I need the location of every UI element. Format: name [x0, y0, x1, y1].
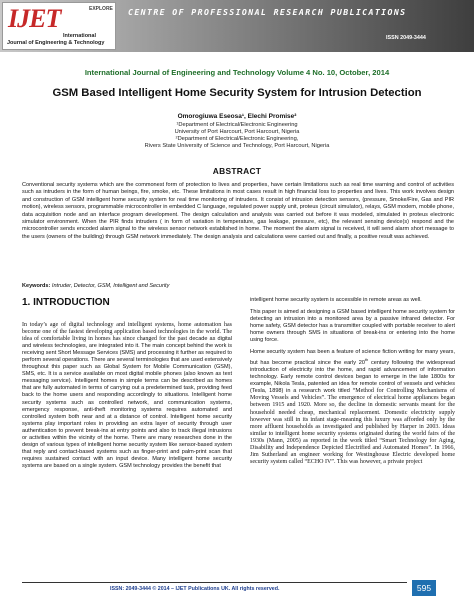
- abstract-heading: ABSTRACT: [212, 166, 262, 176]
- logo-subtitle-international: International: [63, 33, 97, 39]
- affiliation-line: Rivers State University of Science and Technology, Port Harcourt, Nigeria: [144, 143, 330, 149]
- journal-logo: [2, 2, 116, 50]
- right-column: [250, 297, 455, 471]
- journal-banner: [0, 0, 474, 52]
- right-paragraph: This paper is aimed at designing a GSM based intelligent home security system for detecting an intrusion into a monitored area by a passive infrared detector. For home safety, GSM detector has a transmitter coupled with portable receiver to alert home owners through SMS in situations of break-ins or entering into the home using force.: [250, 309, 455, 344]
- affiliation-line: ²Department of Electrical/Electronic Engineering,: [175, 136, 299, 142]
- history-paragraph-cont: century following the widespread introduction of electricity into the home, and rapid advancement of information technology. Early remote control devices began to emerge in the late 1800s for example, Nikola Tesla, patented an idea for remote control of vessels and vehicles (Tesla, 1898) in a research work titled: [250, 360, 455, 395]
- page-number: 595: [412, 580, 436, 596]
- intro-paragraph: decade as digital and wireless technologies, are integrated into it. The main concept behind the work is receiving sent Short Message Services (SMS) and processing it further as required to perform several operations. There are several terminologies that are used extensively throughout this paper such as Global System for Mobile Communication (GSM), SMS, etc. It is a service available on most digital mobile phones (also known as text messaging service). Intelligent homes in simple terms can be described as homes that are fully automated in terms of carrying out a predetermined task, providing feed back to the home users and responding accordingly to situations. Intelligent home security systems such as controlled network, and communication systems, emergency response, anti-theft monitoring systems requires automated and controlled system both near and at a distance of control. Intelligent home security systems play important roles in providing an extra layer of security through user authentication to prevent break-ins at entry points and also to track illegal intrusions or activities within the vicinity of the home. There are many researches done in the design of various types of intelligent home security system like sensor-based system that reply and contact-based systems such as finger-print and palm-print scan that requires sustained contact with an input device. Many intelligent home security systems are based on a single system. GSM technology provides the benefit that: [22, 336, 232, 469]
- superscript-th: th: [364, 357, 369, 363]
- affiliation-line: University of Port Harcourt, Port Harcourt, Nigeria: [174, 129, 300, 135]
- keywords: [22, 283, 454, 289]
- paper-authors: Omorogiuwa Eseosa¹, Elechi Promise²: [177, 113, 297, 120]
- logo-explore: EXPLORE: [89, 6, 113, 12]
- history-paragraph: Home security system has been a feature of science fiction writing for many years, but has become practical since the early 20: [250, 349, 455, 367]
- footer-divider: [22, 582, 407, 583]
- abstract-body: Conventional security systems which are the commonest form of protection to lives and properties, have certain limitations such as real time warning and control of activities such as intruders in the form of human beings, fire, smoke, etc. These limitations in most cases result in high financial loss to properties and lives. This work involves design and construction of GSM intelligent home security system for real time monitoring of intruders. It consist of intrusion detection sensors, (pressure, Smoke/Fire, Gas and PIR motion), wireless sensors, programmable microcontroller in embedded C language, regulated power supply unit, proteus (circuit simulator), relays, GSM modem, mobile phone, data acquisition node and an interface program development. The design calculation and analysis was carried out before it was modeled, simulated in proteus electronic simulator environment. When the PIR finds intruders ( in form of variation in temperature, gas leakage, pressure, etc), the relevant sensing device(s) respond and the microcontroller sends encoded alarm signal to the wireless sensor network established in home. The moment the alarm signal is received, it will send alarm short message to the users (owners of the building) through GSM network immediately. The design analysis and calculations were carried out and finally, a positive result was achieved.: [22, 182, 454, 240]
- left-column: [22, 322, 232, 475]
- affiliation-line: ¹Department of Electrical/Electronic Engineering: [176, 122, 298, 128]
- keywords-label: Keywords:: [22, 283, 51, 289]
- publisher-name: CENTRE OF PROFESSIONAL RESEARCH PUBLICATIONS: [128, 7, 407, 17]
- logo-subtitle-journal: Journal of Engineering & Technology: [7, 40, 105, 46]
- right-paragraph: intelligent home security system is accessible in remote areas as well.: [250, 297, 422, 303]
- footer-copyright: ISSN: 2049-3444 © 2014 – IJET Publications UK. All rights reserved.: [110, 586, 280, 592]
- intro-paragraph-serif: In today’s age of digital technology and intelligent systems, home automation has become one of the fastest developing application based technologies in the world. The idea of comfortable living in homes has since changed for the past: [22, 322, 232, 343]
- banner-issn: ISSN 2049-3444: [386, 35, 426, 41]
- logo-text: IJET: [8, 4, 61, 33]
- keywords-list: Intruder, Detector, GSM, Intelligent and Security: [51, 283, 170, 289]
- journal-citation: International Journal of Engineering and Technology Volume 4 No. 10, October, 2014: [84, 68, 390, 77]
- history-paragraph-serif: “Method for Controlling Mechanisms of Moving Vessels and Vehicles”. The emergence of electrical home appliances began between 1915 and 1920. More so, the decline in domestic servants meant for the household needed cheap, mechanical replacement. Domestic electricity supply however was still in its infant stage-meaning this luxury was afforded only by the more affluent households as investigated and published by Harper in 2003. Ideas similar to intelligent home security systems originated during the world fairs of the 1930s (Mann, 2005) as reported in the work titled “Smart Technology for Aging, Disability and Independence Depicted Electrified and Automated Homes”. In 1966, Jim Sutherland an engineer working for Westinghouse Electric developed home security system called “ECHO IV”. This was however, a private project: [250, 388, 455, 465]
- paper-title: GSM Based Intelligent Home Security System for Intrusion Detection: [52, 87, 422, 99]
- section-heading-introduction: 1. INTRODUCTION: [22, 297, 110, 308]
